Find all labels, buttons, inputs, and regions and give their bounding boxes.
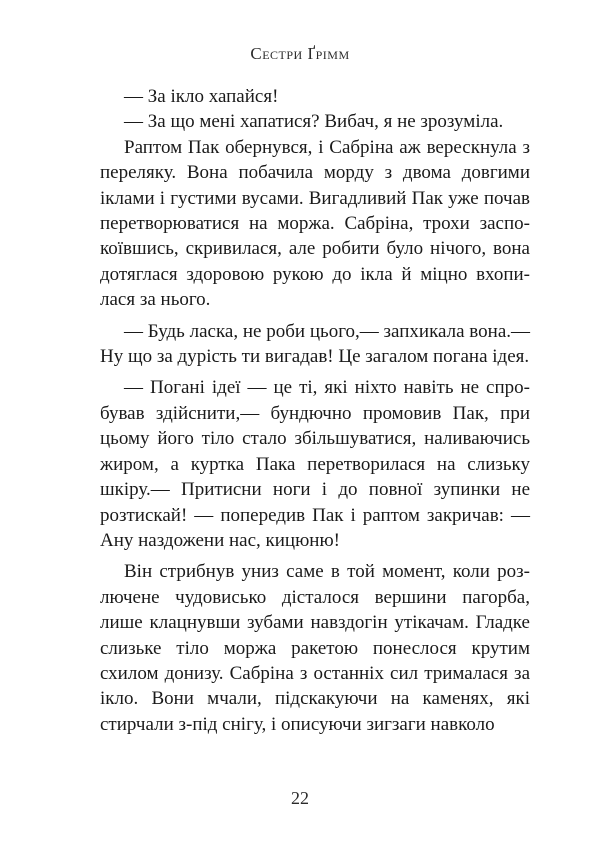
body-text	[100, 84, 530, 737]
running-head: Сестри Ґрімм	[250, 44, 350, 63]
page-number: 22	[291, 788, 309, 808]
paragraph: Раптом Пак обернувся, і Сабріна аж верескнула з переляку. Вона побачила морду з двома довгими іклами і густими вусами. Вигадливий Пак уже почав перетворюватися на моржа. Сабріна, трохи заспокоївшись, скривилася, але робити було нічого, вона дотяглася здоровою рукою до ікла й міцно вхопилася за нього.	[100, 136, 530, 311]
paragraph: — За що мені хапатися? Вибач, я не зрозуміла.	[124, 111, 504, 133]
paragraph: — Погані ідеї — це ті, які ніхто навіть не спробував здійснити,— бундючно промовив Пак, при цьому його тіло стало збільшуватися, наливаючись жиром, а куртка Пака перетворилася на слизьку шкіру.— Притисни ноги і до повної зупинки не розтискай! — попередив Пак і раптом закричав: — Ану наздожени нас, кицюню!	[100, 377, 530, 551]
paragraph: — За ікло хапайся!	[124, 86, 279, 107]
paragraph: — Будь ласка, не роби цього,— запхикала вона.— Ну що за дурість ти вигадав! Це загалом погана ідея.	[100, 320, 530, 368]
paragraph: Він стрибнув униз саме в той момент, коли розлючене чудовисько дісталося вершини пагорба, лише клацнувши зубами навздогін утікачам. Гладке слизьке тіло моржа ракетою понеслося крутим схилом донизу. Сабріна з останніх сил трималася за ікло. Вони мчали, підскакуючи на каменях, які стирчали з-під снігу, і описуючи зигзаги навколо	[100, 561, 530, 735]
